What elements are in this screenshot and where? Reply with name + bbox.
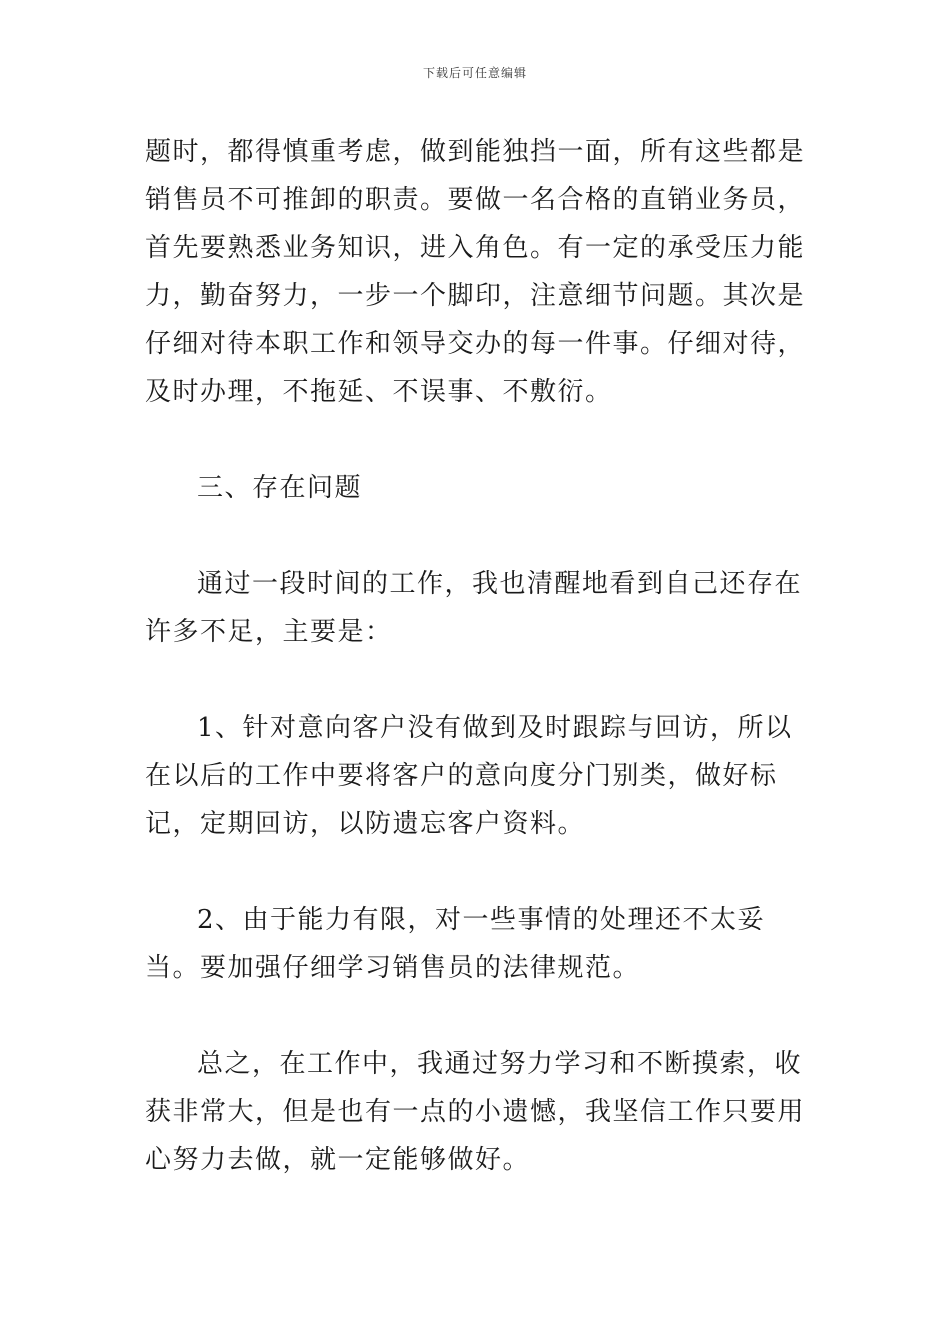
- paragraph-gap: [145, 512, 805, 560]
- paragraph-intro: 通过一段时间的工作，我也清醒地看到自己还存在许多不足，主要是：: [145, 569, 803, 647]
- paragraph-gap: [145, 992, 805, 1040]
- paragraph-gap: [145, 416, 805, 464]
- page-header: 下载后可任意编辑: [422, 66, 527, 80]
- paragraph-conclusion: 总之，在工作中，我通过努力学习和不断摸索，收获非常大，但是也有一点的小遗憾，我坚信工作只要用心努力去做，就一定能够做好。: [145, 1049, 806, 1175]
- document-body: [145, 128, 805, 1184]
- paragraph-gap: [145, 848, 805, 896]
- paragraph-continuation: 题时，都得慎重考虑，做到能独挡一面，所有这些都是销售员不可推卸的职责。要做一名合格的直销业务员，首先要熟悉业务知识，进入角色。有一定的承受压力能力，勤奋努力，一步一个脚印，注意细节问题。其次是仔细对待本职工作和领导交办的每一件事。仔细对待，及时办理，不拖延、不误事、不敷衍。: [145, 137, 806, 407]
- list-item-2: 2、由于能力有限，对一些事情的处理还不太妥当。要加强仔细学习销售员的法律规范。: [145, 905, 766, 983]
- list-item-1: 1、针对意向客户没有做到及时跟踪与回访，所以在以后的工作中要将客户的意向度分门别类，做好标记，定期回访，以防遗忘客户资料。: [145, 713, 793, 839]
- paragraph-gap: [145, 656, 805, 704]
- section-heading: 三、存在问题: [197, 473, 363, 503]
